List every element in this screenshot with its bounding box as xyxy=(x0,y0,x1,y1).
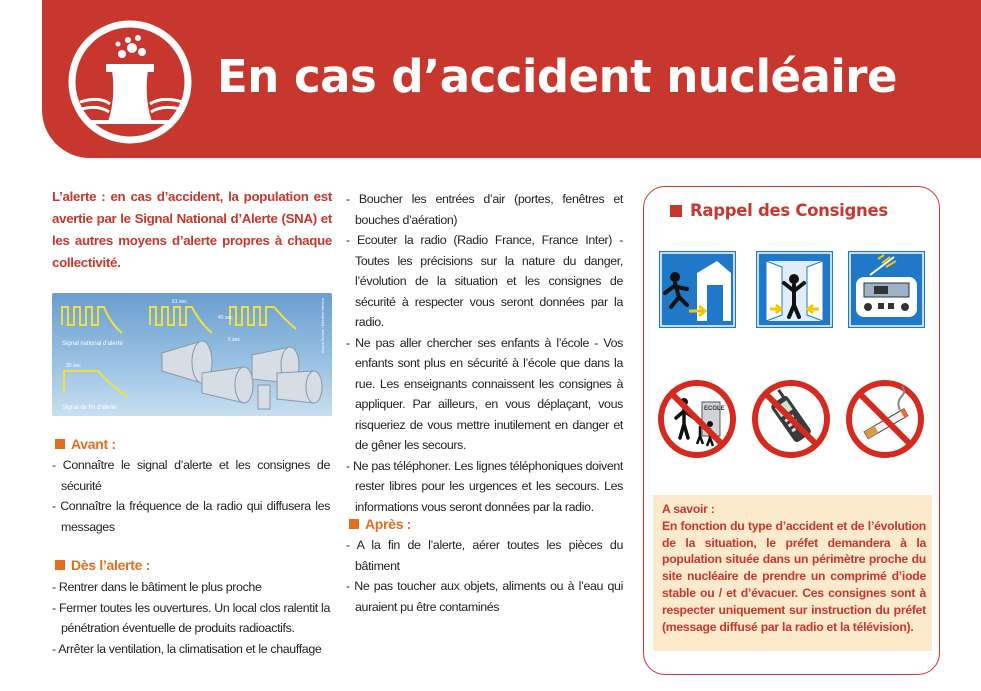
list-item: - Ne pas toucher aux objets, aliments ou à l’eau qui auraient pu être contaminés xyxy=(346,576,623,617)
list-item: - Ne pas téléphoner. Les lignes téléphoniques doivent rester libres pour les urgences et les secours. Les informations vous seront données par la radio. xyxy=(346,456,623,518)
label-sna: Signal national d’alerte xyxy=(62,341,123,347)
list-item: - Connaître la fréquence de la radio qui diffusera les messages xyxy=(52,496,330,537)
list-item: - Connaître le signal d’alerte et les consignes de sécurité xyxy=(52,455,330,496)
list-item: - A la fin de l’alerte, aérer toutes les pièces du bâtiment xyxy=(346,535,623,576)
list-item: - Rentrer dans le bâtiment le plus proche xyxy=(52,577,330,598)
ecole-label: ECOLE xyxy=(704,406,725,412)
label-30-sec: 30 sec xyxy=(66,363,81,369)
no-smoking-icon xyxy=(846,380,924,458)
bullet-square-icon xyxy=(55,439,65,449)
sirens-image xyxy=(52,293,332,416)
apres-heading xyxy=(349,516,411,532)
list-item: - Ne pas aller chercher ses enfants à l’école - Vos enfants sont plus en sécurité à l’école que dans la rue. Les enseignants connaissent les consignes à appliquer. Par ailleurs, en vous déplaçant, vous risqueriez de vous mettre inutilement en danger et de gêner les secours. xyxy=(346,333,623,456)
label-61-sec: 61 sec xyxy=(172,299,187,305)
header-banner xyxy=(42,0,981,158)
enter-building-icon xyxy=(659,251,736,328)
avant-heading xyxy=(55,436,116,452)
des-alerte-heading xyxy=(55,557,150,573)
list-item: - Boucher les entrées d’air (portes, fenêtres et bouches d’aération) xyxy=(346,189,623,230)
bullet-square-icon xyxy=(55,560,65,570)
apres-list xyxy=(346,535,623,617)
bullet-square-icon xyxy=(670,205,682,217)
radio-icon xyxy=(848,251,925,328)
a-savoir-box xyxy=(653,495,932,651)
a-savoir-body: En fonction du type d’accident et de l’évolution de la situation, le préfet demandera à la population située dans un périmètre proche du site nucléaire de prendre un comprimé d’iode stable ou / et d’évacuer. Ces consignes sont à respecter uniquement sur instruction du préfet (message diffusé par la radio et la télévision). xyxy=(662,518,926,634)
apres-heading-text: Après : xyxy=(365,516,412,532)
label-40-sec: 40 sec xyxy=(218,315,233,321)
avant-heading-text: Avant : xyxy=(71,436,116,452)
a-savoir-title: A savoir : xyxy=(662,502,715,516)
page-title: En cas d’accident nucléaire xyxy=(217,50,898,103)
des-alerte-heading-text: Dès l’alerte : xyxy=(71,557,151,573)
list-item: - Fermer toutes les ouvertures. Un local clos ralentit la pénétration éventuelle de produits radioactifs. xyxy=(52,598,330,639)
avant-list xyxy=(52,455,330,537)
nuclear-plant-icon xyxy=(66,18,194,146)
image-credit: Source Sirenes / Ministère Intérieur xyxy=(321,298,325,353)
panel-title-text: Rappel des Consignes xyxy=(690,201,888,220)
label-5-sec: 5 sec xyxy=(228,337,240,343)
list-item: - Arrêter la ventilation, la climatisation et le chauffage xyxy=(52,639,330,660)
close-windows-icon xyxy=(756,251,833,328)
bullet-square-icon xyxy=(349,519,359,529)
panel-title xyxy=(670,201,888,220)
consignes-list xyxy=(346,189,623,517)
label-fin-alerte: Signal de fin d’alerte xyxy=(62,405,117,411)
intro-text: L’alerte : en cas d’accident, la population est avertie par le Signal National d’Alerte (SNA) et les autres moyens d’alerte propres à chaque collectivité. xyxy=(52,189,332,270)
des-alerte-list xyxy=(52,577,330,659)
no-school-pickup-icon xyxy=(658,380,736,458)
intro-block xyxy=(52,186,332,274)
list-item: - Ecouter la radio (Radio France, France Inter) - Toutes les précisions sur la nature du danger, l’évolution de la situation et les consignes de sécurité à respecter vous seront données par la radio. xyxy=(346,230,623,333)
no-phone-icon xyxy=(752,380,830,458)
rappel-panel xyxy=(643,186,940,675)
